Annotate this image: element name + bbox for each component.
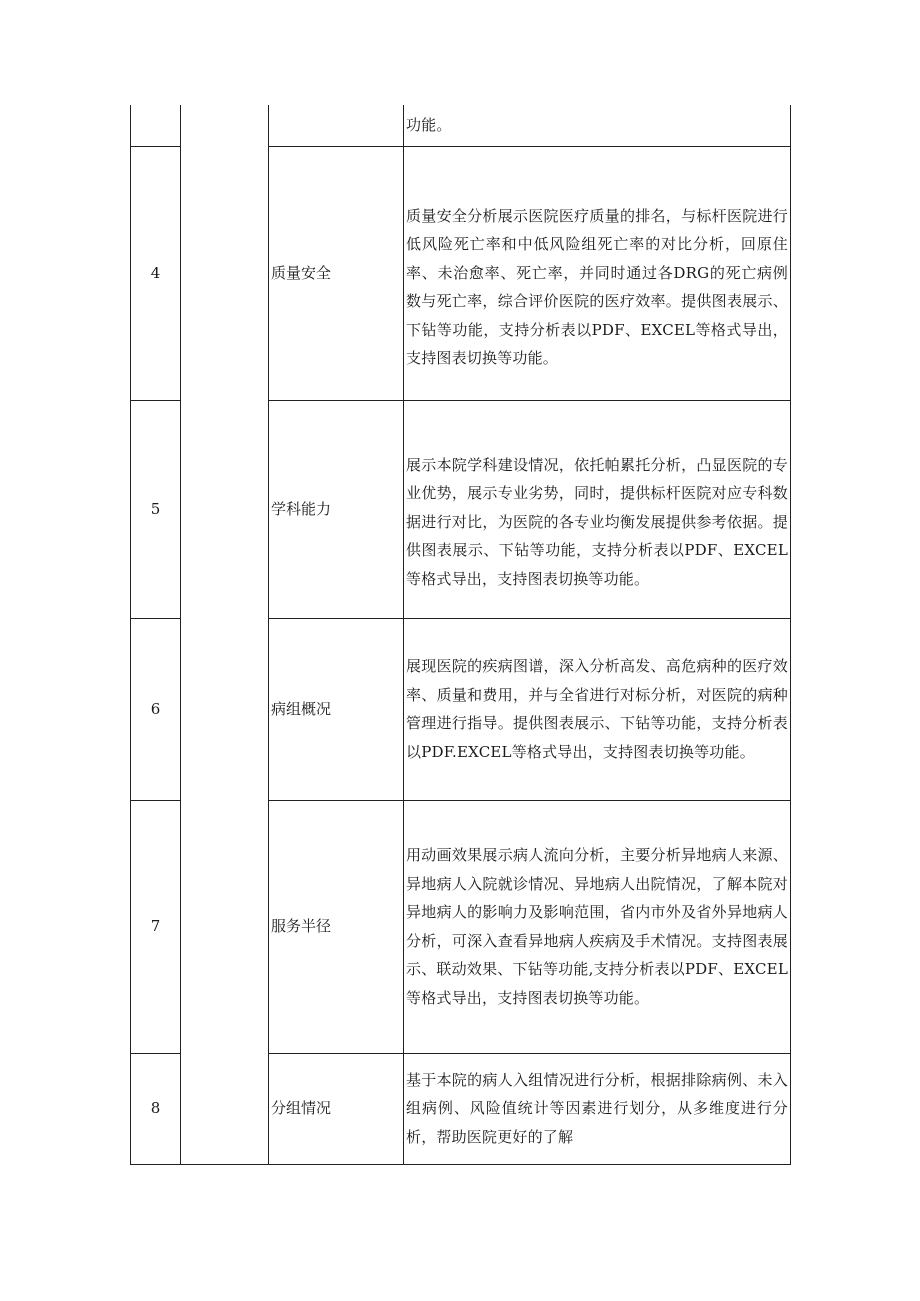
row-name: 病组概况 bbox=[269, 618, 404, 800]
row-number bbox=[131, 105, 181, 146]
row-name bbox=[269, 105, 404, 146]
row-description: 展示本院学科建设情况，依托帕累托分析，凸显医院的专业优势，展示专业劣势，同时，提供标杆医院对应专科数据进行对比，为医院的各专业均衡发展提供参考依据。提供图表展示、下钻等功能，支持分析表以PDF、EXCEL等格式导出，支持图表切换等功能。 bbox=[404, 400, 791, 618]
row-number: 7 bbox=[131, 800, 181, 1053]
row-number: 5 bbox=[131, 400, 181, 618]
row-description: 质量安全分析展示医院医疗质量的排名，与标杆医院进行低风险死亡率和中低风险组死亡率的对比分析，回原住率、未治愈率、死亡率，并同时通过各DRG的死亡病例数与死亡率，综合评价医院的医疗效率。提供图表展示、下钻等功能，支持分析表以PDF、EXCEL等格式导出，支持图表切换等功能。 bbox=[404, 146, 791, 400]
row-name: 质量安全 bbox=[269, 146, 404, 400]
row-description: 功能。 bbox=[404, 105, 791, 146]
merged-blank-column bbox=[181, 105, 269, 1164]
table-row bbox=[131, 105, 791, 146]
row-number: 8 bbox=[131, 1053, 181, 1164]
row-description: 基于本院的病人入组情况进行分析，根据排除病例、未入组病例、风险值统计等因素进行划分，从多维度进行分析，帮助医院更好的了解 bbox=[404, 1053, 791, 1164]
row-description: 展现医院的疾病图谱，深入分析高发、高危病种的医疗效率、质量和费用，并与全省进行对标分析，对医院的病种管理进行指导。提供图表展示、下钻等功能，支持分析表以PDF.EXCEL等格式导出，支持图表切换等功能。 bbox=[404, 618, 791, 800]
row-number: 6 bbox=[131, 618, 181, 800]
row-number: 4 bbox=[131, 146, 181, 400]
row-name: 学科能力 bbox=[269, 400, 404, 618]
row-name: 分组情况 bbox=[269, 1053, 404, 1164]
spec-table bbox=[130, 105, 791, 1165]
row-description: 用动画效果展示病人流向分析，主要分析异地病人来源、异地病人入院就诊情况、异地病人出院情况，了解本院对异地病人的影响力及影响范围，省内市外及省外异地病人分析，可深入查看异地病人疾病及手术情况。支持图表展示、联动效果、下钻等功能,支持分析表以PDF、EXCEL等格式导出，支持图表切换等功能。 bbox=[404, 800, 791, 1053]
row-name: 服务半径 bbox=[269, 800, 404, 1053]
